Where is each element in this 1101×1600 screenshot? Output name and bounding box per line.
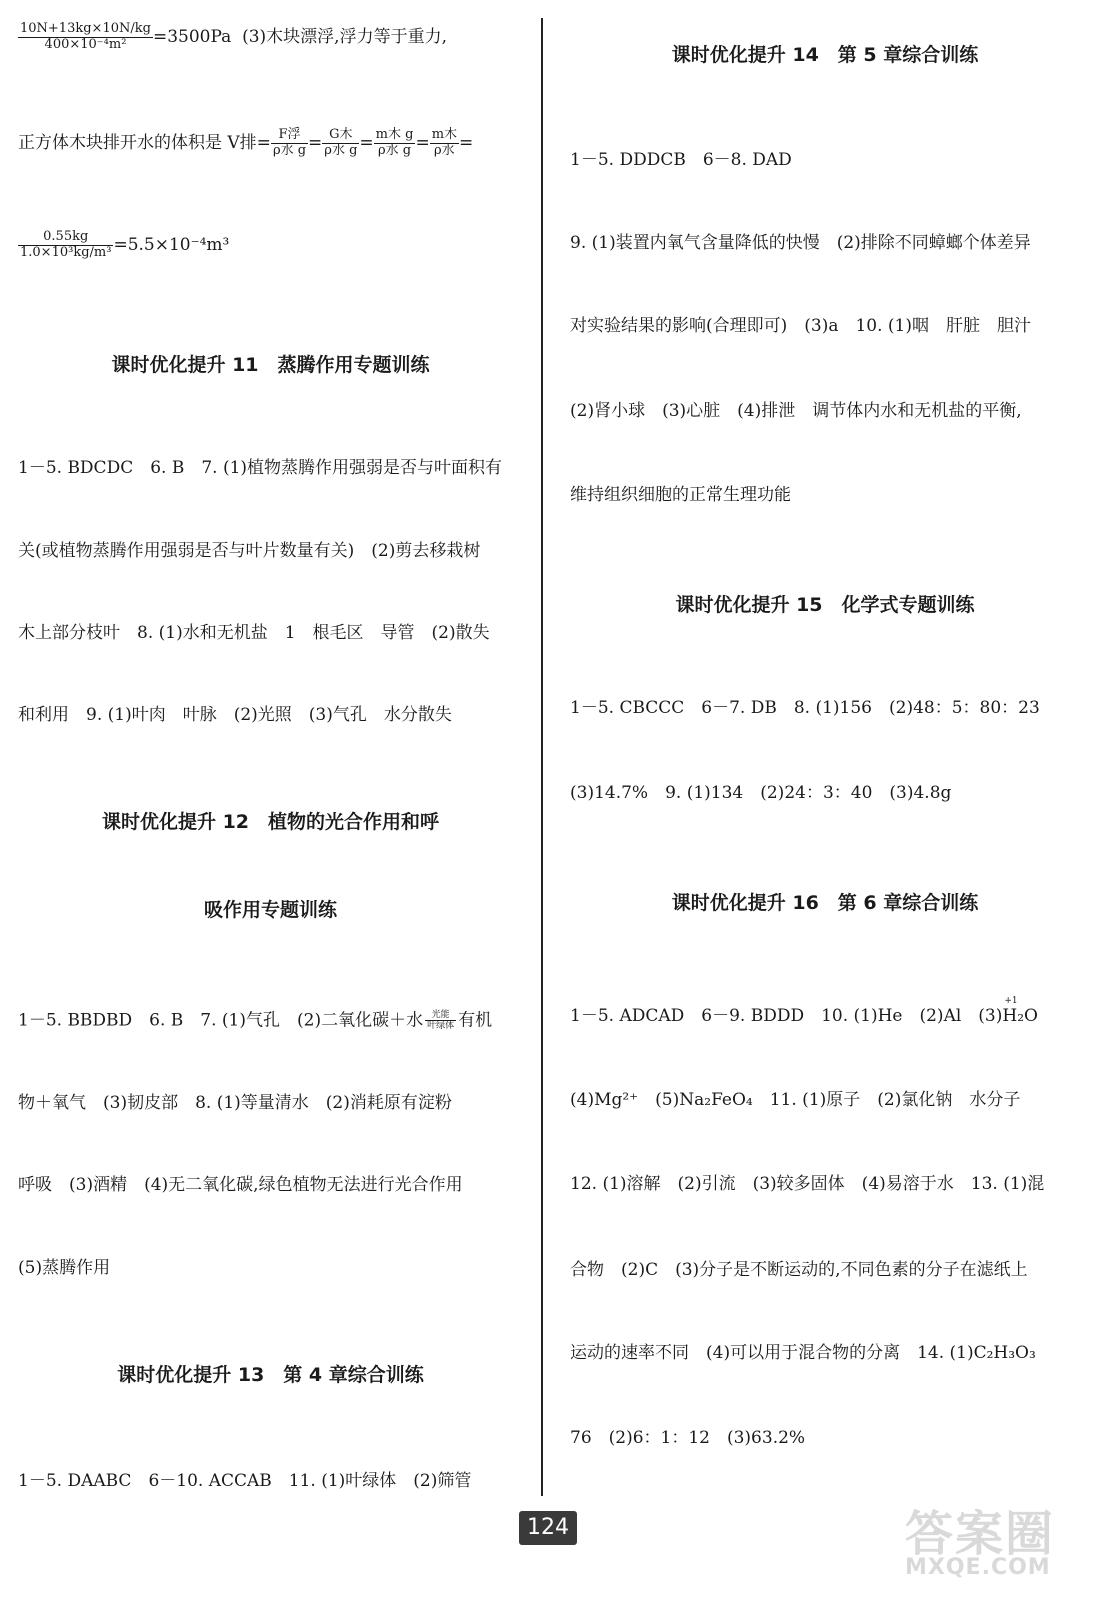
buoyancy-text: (3)木块漂浮,浮力等于重力, bbox=[242, 26, 447, 47]
fraction-3 bbox=[374, 128, 416, 159]
equals: = bbox=[308, 132, 323, 153]
answer-line: 1－5. DAABC 6－10. ACCAB 11. (1)叶绿体 (2)筛管 bbox=[18, 1471, 472, 1491]
frac4-den: ρ水 bbox=[434, 142, 455, 158]
section-heading-13: 课时优化提升 13 第 4 章综合训练 bbox=[117, 1364, 424, 1386]
section-heading-15: 课时优化提升 15 化学式专题训练 bbox=[675, 594, 975, 616]
fraction-1 bbox=[271, 128, 308, 159]
frac1-num: F浮 bbox=[271, 128, 308, 144]
answer-line bbox=[570, 996, 1038, 1026]
fraction-numerator: 10N+13kg×10N/kg bbox=[20, 21, 151, 36]
volume-text: 正方体木块排开水的体积是 V排= bbox=[18, 132, 271, 153]
frac1-den: ρ水 g bbox=[272, 142, 307, 158]
formula-row-2 bbox=[18, 128, 473, 159]
answer-line: 1－5. CBCCC 6－7. DB 8. (1)156 (2)48：5：80：23 bbox=[570, 698, 1040, 718]
section-heading-12-line1: 课时优化提升 12 植物的光合作用和呼 bbox=[101, 811, 440, 833]
equals-tail: = bbox=[459, 132, 474, 153]
answer-line: 关(或植物蒸腾作用强弱是否与叶片数量有关) (2)剪去移栽树 bbox=[18, 541, 481, 561]
section-heading-11: 课时优化提升 11 蒸腾作用专题训练 bbox=[111, 354, 430, 376]
watermark-url: MXQE.COM bbox=[905, 1555, 1051, 1580]
arrow-condition-bottom: 叶绿体 bbox=[427, 1021, 455, 1032]
answer-text: 有机 bbox=[458, 1010, 493, 1031]
fraction-denominator: 400×10⁻⁴m² bbox=[44, 36, 127, 52]
formula-row-1 bbox=[18, 22, 447, 53]
answer-line: (5)蒸腾作用 bbox=[18, 1258, 111, 1278]
arrow-condition-top: 光能 bbox=[425, 1010, 456, 1021]
answer-line: 对实验结果的影响(合理即可) (3)a 10. (1)咽 肝脏 胆汁 bbox=[570, 316, 1031, 336]
answer-line bbox=[18, 1010, 492, 1032]
frac3-den: ρ水 g bbox=[378, 142, 412, 158]
volume-fraction bbox=[18, 230, 113, 261]
answer-line: 和利用 9. (1)叶肉 叶脉 (2)光照 (3)气孔 水分散失 bbox=[18, 705, 452, 725]
valence-mark: +1 bbox=[1004, 996, 1018, 1006]
frac2-num: G木 bbox=[322, 128, 359, 144]
fraction-2 bbox=[322, 128, 359, 159]
fraction-numerator: 0.55kg bbox=[18, 230, 113, 246]
answer-line: 9. (1)装置内氧气含量降低的快慢 (2)排除不同蟑螂个体差异 bbox=[570, 233, 1031, 253]
section-heading-14: 课时优化提升 14 第 5 章综合训练 bbox=[671, 44, 979, 66]
answer-line: 1－5. BDCDC 6. B 7. (1)植物蒸腾作用强弱是否与叶面积有 bbox=[18, 458, 503, 478]
formula-text: H₂O bbox=[1002, 1006, 1038, 1026]
answer-text: 1－5. ADCAD 6－9. BDDD 10. (1)He (2)Al (3) bbox=[570, 1006, 1003, 1026]
frac4-num: m木 bbox=[431, 127, 458, 142]
answer-text: 1－5. BBDBD 6. B 7. (1)气孔 (2)二氧化碳＋水 bbox=[18, 1010, 424, 1031]
equals: = bbox=[359, 132, 374, 153]
section-heading-16: 课时优化提升 16 第 6 章综合训练 bbox=[671, 892, 979, 914]
reaction-arrow bbox=[425, 1010, 456, 1032]
answer-line: 维持组织细胞的正常生理功能 bbox=[570, 485, 791, 505]
answer-line: 合物 (2)C (3)分子是不断运动的,不同色素的分子在滤纸上 bbox=[570, 1260, 1028, 1280]
pressure-fraction bbox=[18, 22, 153, 53]
answer-line: 运动的速率不同 (4)可以用于混合物的分离 14. (1)C₂H₃O₃ bbox=[570, 1343, 1036, 1363]
column-divider bbox=[541, 18, 543, 1496]
water-formula bbox=[1002, 996, 1038, 1026]
answer-line: 物＋氧气 (3)韧皮部 8. (1)等量清水 (2)消耗原有淀粉 bbox=[18, 1093, 452, 1113]
answer-line: 76 (2)6：1：12 (3)63.2% bbox=[570, 1428, 806, 1448]
watermark-logo: 答案圈 bbox=[905, 1506, 1056, 1562]
answer-line: (4)Mg²⁺ (5)Na₂FeO₄ 11. (1)原子 (2)氯化钠 水分子 bbox=[570, 1090, 1021, 1110]
frac2-den: ρ水 g bbox=[324, 142, 358, 158]
section-heading-12-line2: 吸作用专题训练 bbox=[203, 899, 337, 921]
answer-line: 呼吸 (3)酒精 (4)无二氧化碳,绿色植物无法进行光合作用 bbox=[18, 1175, 463, 1195]
frac3-num: m木 g bbox=[375, 127, 414, 142]
page-number: 124 bbox=[519, 1511, 577, 1545]
pressure-result: =3500Pa bbox=[152, 26, 232, 47]
answer-line: (3)14.7% 9. (1)134 (2)24：3：40 (3)4.8g bbox=[570, 783, 952, 803]
answer-line: (2)肾小球 (3)心脏 (4)排泄 调节体内水和无机盐的平衡, bbox=[570, 401, 1022, 421]
answer-line: 12. (1)溶解 (2)引流 (3)较多固体 (4)易溶于水 13. (1)混 bbox=[570, 1174, 1045, 1194]
answer-line: 1－5. DDDCB 6－8. DAD bbox=[570, 150, 792, 170]
answer-line: 木上部分枝叶 8. (1)水和无机盐 1 根毛区 导管 (2)散失 bbox=[18, 623, 490, 643]
volume-result: =5.5×10⁻⁴m³ bbox=[113, 234, 230, 255]
equals: = bbox=[415, 132, 430, 153]
formula-row-3 bbox=[18, 230, 229, 261]
fraction-denominator: 1.0×10³kg/m³ bbox=[20, 244, 112, 260]
fraction-4 bbox=[430, 128, 459, 159]
